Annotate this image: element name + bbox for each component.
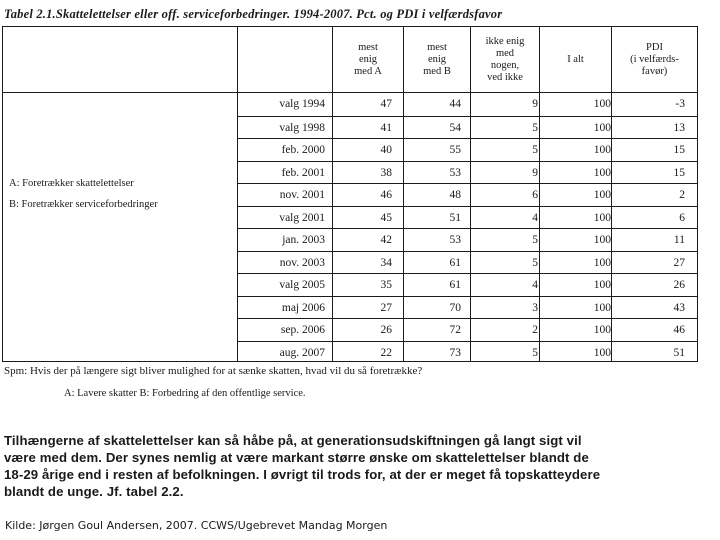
header-text: (i velfærds- [630, 54, 679, 65]
cell-pdi: 43 [673, 301, 685, 314]
cell-c: 5 [532, 144, 538, 156]
table-row [237, 206, 697, 229]
cell-total: 100 [593, 324, 611, 336]
cell-c: 4 [532, 279, 538, 291]
cell-pdi: 11 [673, 234, 685, 246]
header-text: PDI [646, 42, 663, 53]
table-row [237, 273, 697, 296]
cell-a: 27 [380, 301, 392, 314]
header-text: enig [427, 54, 447, 65]
header-text: mest [427, 42, 447, 53]
row-date: valg 2005 [279, 279, 325, 291]
row-date: jan. 2003 [282, 234, 325, 246]
cell-a: 47 [380, 98, 392, 110]
cell-c: 4 [532, 211, 538, 224]
table-row [237, 296, 697, 319]
paragraph-line: blandt de unge. Jf. tabel 2.2. [4, 484, 184, 499]
cell-total: 100 [593, 189, 611, 201]
cell-c: 5 [532, 121, 538, 134]
header-text: med [495, 48, 515, 59]
header-text: I alt [567, 54, 584, 65]
cell-pdi: 15 [673, 144, 685, 156]
cell-c: 3 [532, 301, 538, 314]
row-date: valg 2001 [279, 211, 325, 224]
survey-question: Spm: Hvis der på længere sigt bliver mulighed for at sænke skatten, hvad vil du så foretrække? [4, 365, 423, 377]
cell-c: 5 [532, 256, 538, 269]
cell-b: 53 [449, 166, 461, 179]
table-row [237, 116, 697, 139]
cell-pdi: 15 [673, 166, 685, 179]
cell-a: 42 [380, 234, 392, 246]
cell-pdi: 27 [673, 256, 685, 269]
cell-pdi: 46 [673, 324, 685, 336]
cell-a: 41 [380, 121, 392, 134]
cell-a: 26 [380, 324, 392, 336]
cell-c: 2 [532, 324, 538, 336]
legend-a: A: Foretrækker skattelettelser [9, 178, 134, 189]
body-paragraph [4, 432, 694, 500]
cell-c: 5 [532, 234, 538, 246]
header-text: nogen, [490, 60, 520, 71]
cell-total: 100 [593, 256, 611, 269]
cell-b: 61 [449, 256, 461, 269]
cell-b: 73 [449, 346, 461, 359]
header-text: ikke enig [485, 36, 525, 47]
cell-pdi: 2 [679, 189, 685, 201]
row-date: maj 2006 [281, 301, 325, 314]
cell-total: 100 [593, 211, 611, 224]
table-row [237, 183, 697, 206]
cell-pdi: -3 [675, 98, 685, 110]
table-row [237, 251, 697, 274]
cell-b: 70 [449, 301, 461, 314]
source-caption: Kilde: Jørgen Goul Andersen, 2007. CCWS/Ugebrevet Mandag Morgen [5, 519, 388, 532]
row-date: aug. 2007 [279, 346, 325, 359]
row-date: feb. 2000 [281, 144, 325, 156]
cell-b: 55 [449, 144, 461, 156]
row-date: feb. 2001 [281, 166, 325, 179]
row-date: sep. 2006 [280, 324, 325, 336]
cell-pdi: 6 [679, 211, 685, 224]
header-text: favør) [641, 66, 668, 77]
paragraph-line: Tilhængerne af skattelettelser kan så håbe på, at generationsudskiftningen gå langt sigt vil [4, 433, 582, 448]
header-col-total [540, 29, 611, 91]
header-col-c [471, 29, 539, 91]
header-text: mest [358, 42, 378, 53]
row-date: nov. 2001 [279, 189, 325, 201]
cell-pdi: 13 [673, 121, 685, 134]
cell-total: 100 [593, 234, 611, 246]
table-row [237, 138, 697, 161]
table-title: Tabel 2.1.Skattelettelser eller off. serviceforbedringer. 1994-2007. Pct. og PDI i velfærdsfavor [4, 7, 503, 21]
paragraph-line: være med dem. Der synes nemlig at være markant større ønske om skattelettelser blandt de [4, 450, 589, 465]
cell-total: 100 [593, 301, 611, 314]
cell-b: 44 [449, 98, 461, 110]
cell-a: 38 [380, 166, 392, 179]
header-col-b [404, 29, 470, 91]
cell-c: 9 [532, 166, 538, 179]
table-frame [2, 26, 698, 362]
row-date: nov. 2003 [279, 256, 325, 269]
cell-pdi: 51 [673, 346, 685, 359]
cell-b: 54 [449, 121, 461, 134]
header-text: med A [354, 66, 382, 77]
cell-total: 100 [593, 346, 611, 359]
row-date: valg 1994 [279, 98, 325, 110]
cell-a: 34 [380, 256, 392, 269]
header-col-pdi [612, 29, 697, 91]
cell-total: 100 [593, 98, 611, 110]
table-row [237, 161, 697, 184]
header-text: ved ikke [487, 72, 523, 83]
table-row [237, 341, 697, 363]
cell-b: 61 [449, 279, 461, 291]
cell-a: 45 [380, 211, 392, 224]
cell-b: 48 [449, 189, 461, 201]
header-row [3, 27, 697, 93]
cell-a: 40 [380, 144, 392, 156]
cell-a: 22 [380, 346, 392, 359]
table-row [237, 318, 697, 341]
cell-c: 5 [532, 346, 538, 359]
cell-a: 35 [380, 279, 392, 291]
header-text: enig [358, 54, 378, 65]
cell-total: 100 [593, 279, 611, 291]
legend-b: B: Foretrækker serviceforbedringer [9, 199, 158, 210]
cell-total: 100 [593, 144, 611, 156]
header-text: med B [423, 66, 451, 77]
survey-answers: A: Lavere skatter B: Forbedring af den offentlige service. [64, 388, 306, 399]
cell-b: 51 [449, 211, 461, 224]
header-col-a [333, 29, 403, 91]
cell-b: 53 [449, 234, 461, 246]
cell-a: 46 [380, 189, 392, 201]
table-row [237, 93, 697, 116]
cell-b: 72 [449, 324, 461, 336]
paragraph-line: 18-29 årige end i resten af befolkningen. I øvrigt til trods for, at der er meget få topskatteydere [4, 467, 601, 482]
table-row [237, 228, 697, 251]
cell-pdi: 26 [673, 279, 685, 291]
row-date: valg 1998 [279, 121, 325, 134]
cell-total: 100 [593, 166, 611, 179]
cell-c: 6 [532, 189, 538, 201]
cell-c: 9 [532, 98, 538, 110]
cell-total: 100 [593, 121, 611, 134]
